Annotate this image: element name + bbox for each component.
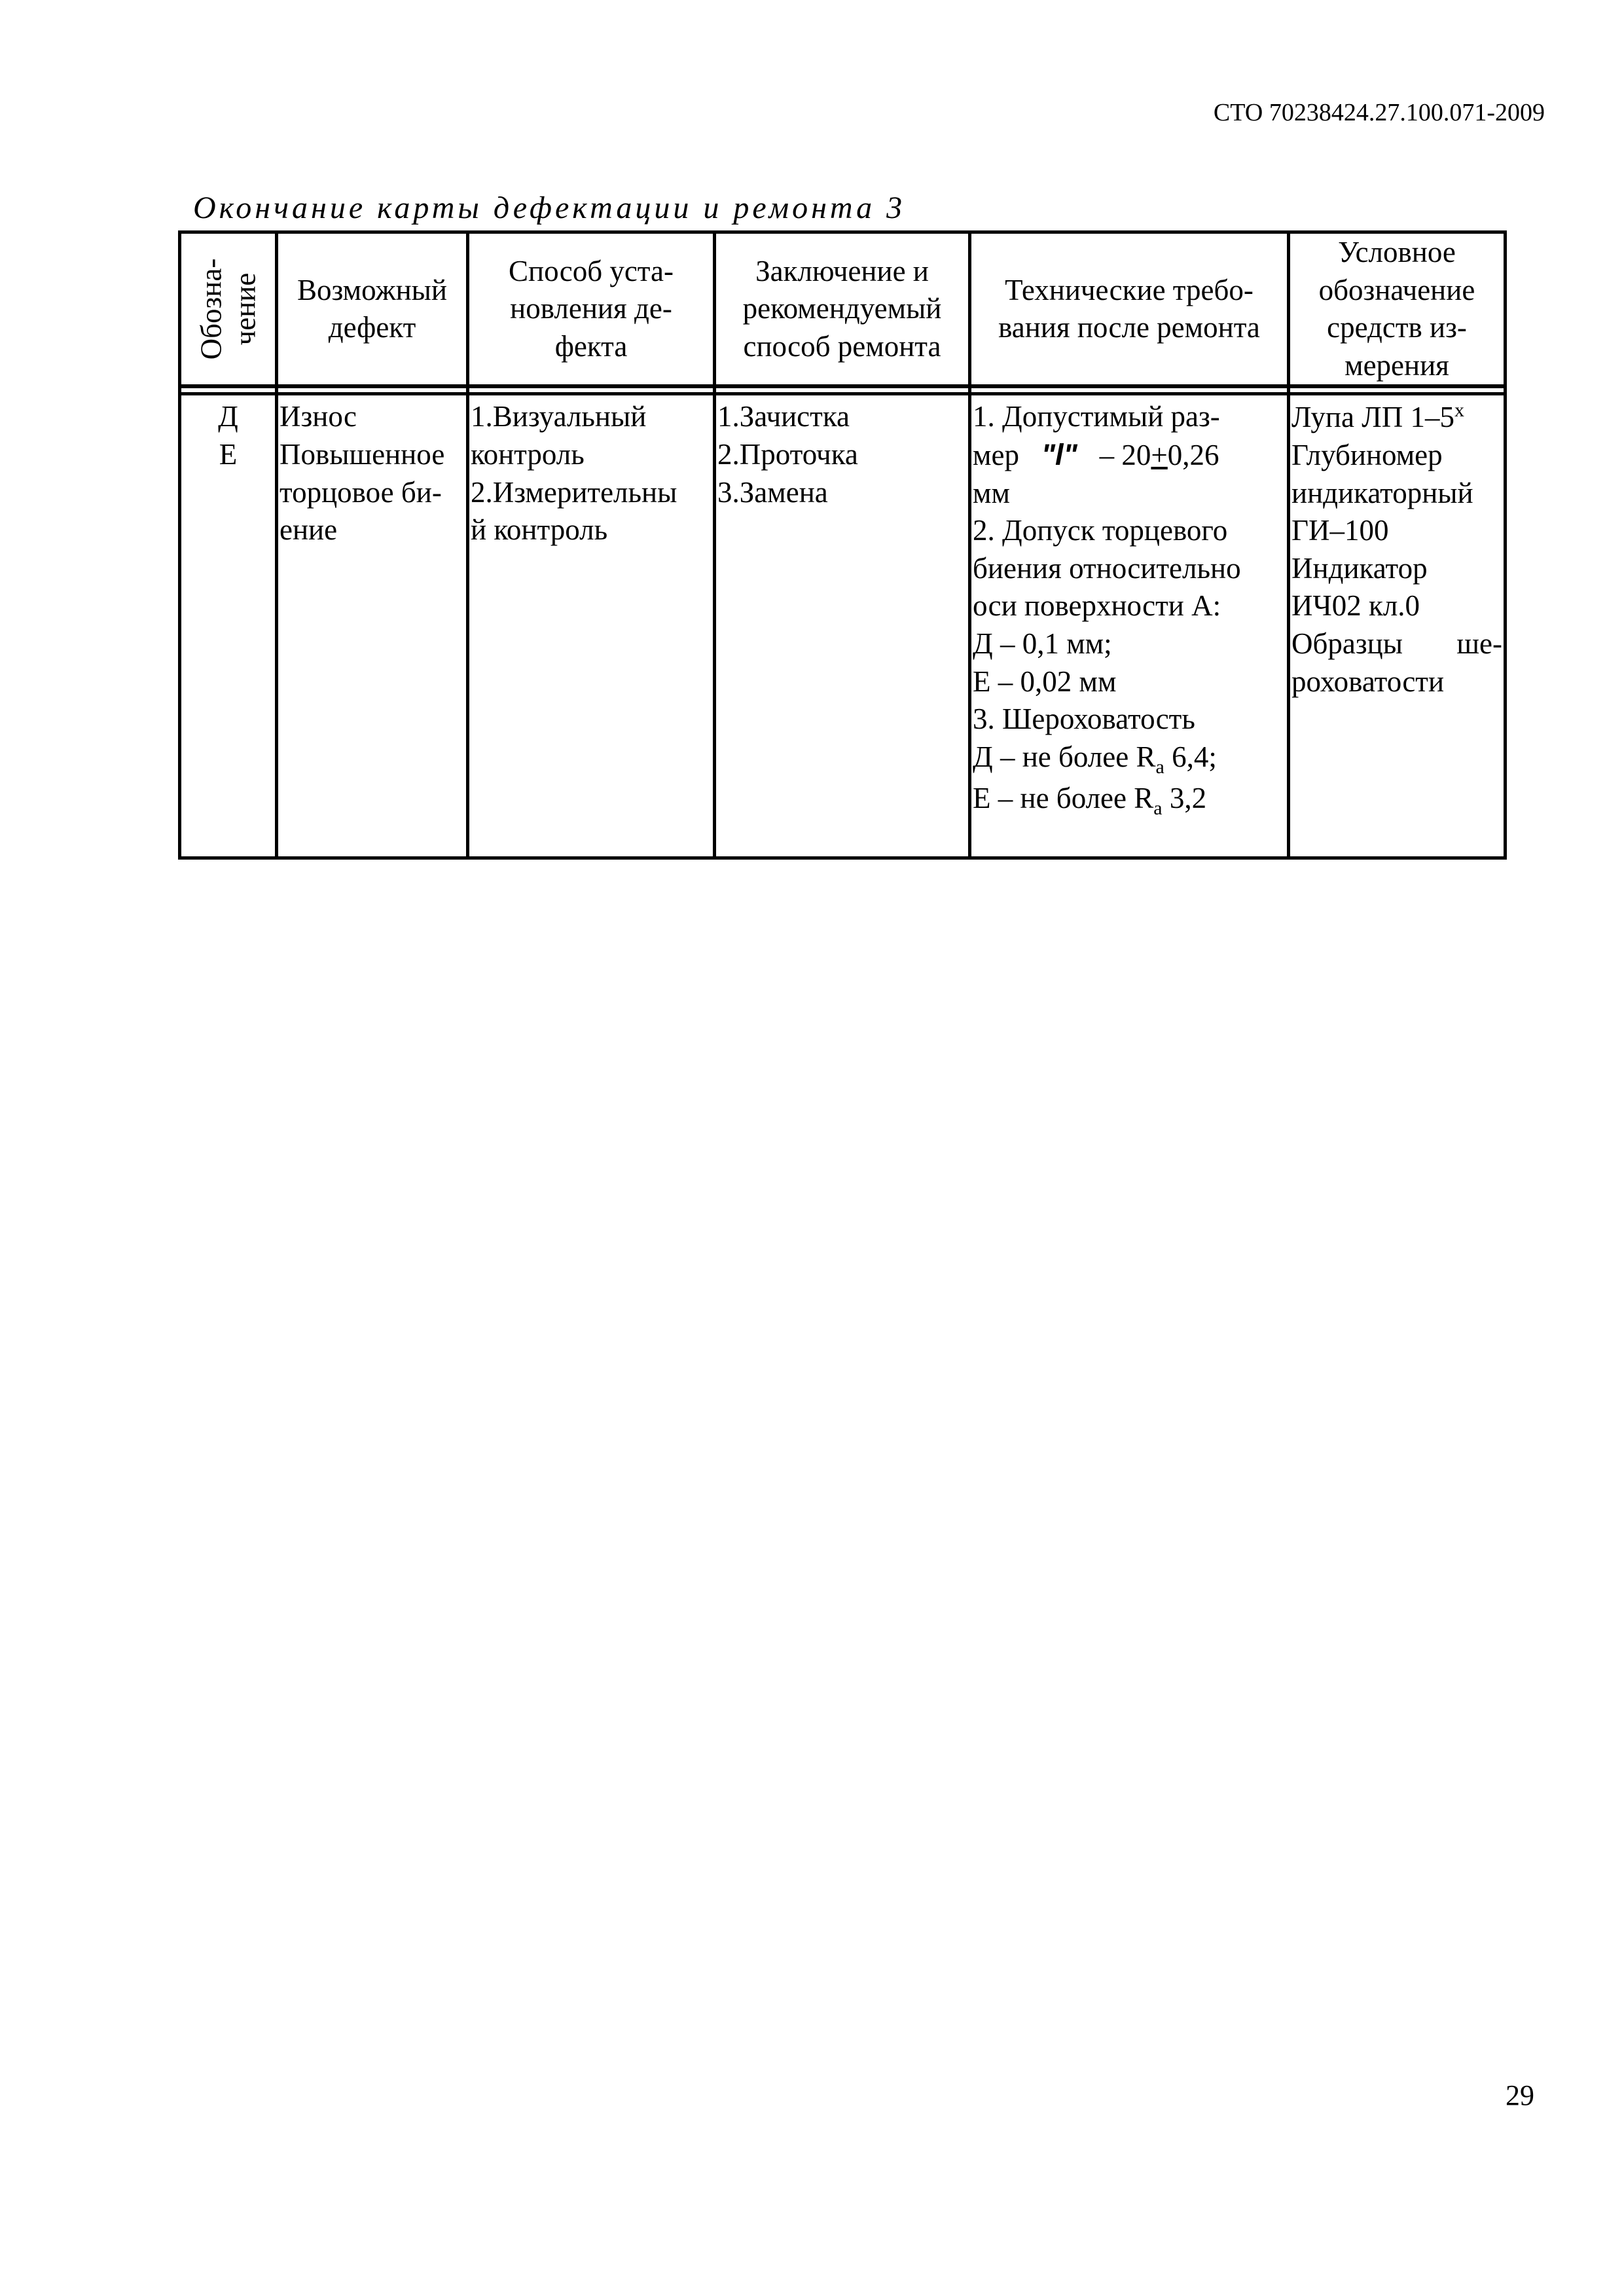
- cell-line: 3.Замена: [717, 475, 828, 509]
- header-instruments: [1289, 232, 1506, 387]
- cell-line: й контроль: [471, 513, 608, 547]
- header-separator-row: [180, 386, 1506, 394]
- header-line: Технические требо-: [1005, 273, 1254, 306]
- header-line: Способ уста-: [509, 254, 674, 287]
- cell-line-size: [973, 436, 1286, 475]
- header-designation: [180, 232, 277, 387]
- header-line: Условное: [1338, 236, 1456, 268]
- size-value: – 20: [1099, 438, 1151, 471]
- cell-designation: [180, 394, 277, 858]
- cell-detection-method: [468, 394, 715, 858]
- header-line: Возможный: [297, 273, 447, 306]
- cell-defect: [277, 394, 468, 858]
- header-line: рекомендуемый: [742, 292, 942, 325]
- cell-line: индикаторный: [1291, 476, 1473, 509]
- header-line: способ ремонта: [743, 329, 941, 363]
- cell-line-samples: [1291, 625, 1502, 663]
- cell-line: Повышенное: [280, 437, 445, 471]
- header-line: дефект: [328, 311, 416, 344]
- magnifier-superscript: х: [1454, 399, 1464, 422]
- cell-line: Износ: [280, 400, 357, 433]
- cell-line: ГИ–100: [1291, 514, 1389, 547]
- cell-line: Д: [218, 400, 238, 433]
- cell-line: ИЧ02 кл.0: [1291, 589, 1420, 623]
- cell-line: оси поверхности А:: [973, 589, 1221, 623]
- cell-line: Е – 0,02 мм: [973, 665, 1117, 698]
- samples-hyphen-word: ше-: [1456, 627, 1502, 660]
- roughness-value: 6,4;: [1164, 740, 1217, 773]
- cell-line: мм: [973, 476, 1010, 509]
- cell-line: 2.Проточка: [717, 437, 858, 471]
- header-line: фекта: [554, 329, 628, 363]
- header-line: мерения: [1344, 348, 1449, 382]
- header-designation-line: чение: [228, 272, 261, 346]
- roughness-text: Е – не более R: [973, 782, 1154, 815]
- cell-line: биения относительно: [973, 551, 1241, 585]
- header-line: вания после ремонта: [998, 311, 1260, 344]
- cell-line: 2.Измерительны: [471, 475, 677, 509]
- cell-line: контроль: [471, 437, 585, 471]
- page-number: 29: [1506, 2079, 1534, 2111]
- cell-line: торцовое би-: [280, 475, 442, 509]
- cell-line: Е: [219, 437, 238, 471]
- magnifier-text: Лупа ЛП 1–5: [1291, 401, 1454, 434]
- cell-line: Д – 0,1 мм;: [973, 627, 1112, 660]
- header-detection-method: [468, 232, 715, 387]
- header-line: Заключение и: [755, 254, 929, 287]
- header-defect: [277, 232, 468, 387]
- cell-line: 1.Визуальный: [471, 400, 647, 433]
- table-caption: Окончание карты дефектации и ремонта 3: [193, 191, 906, 225]
- samples-word: Образцы: [1291, 627, 1403, 660]
- cell-line: роховатости: [1291, 665, 1445, 698]
- cell-line: 1.Зачистка: [717, 400, 850, 433]
- cell-line-magnifier: [1291, 398, 1502, 437]
- header-line: обозначение: [1318, 273, 1475, 306]
- cell-line: 1. Допустимый раз-: [973, 400, 1220, 433]
- cell-line-roughness-e: [973, 780, 1286, 821]
- header-designation-line: Обозна-: [194, 258, 227, 360]
- cell-repair-method: [715, 394, 970, 858]
- cell-line: Глубиномер: [1291, 438, 1443, 471]
- tolerance-value: 0,26: [1167, 438, 1219, 471]
- size-prefix: мер: [973, 438, 1019, 471]
- header-line: средств из-: [1327, 311, 1467, 344]
- roughness-subscript: a: [1153, 797, 1163, 820]
- defect-repair-table: [178, 230, 1507, 860]
- roughness-value: 3,2: [1162, 782, 1207, 815]
- table-header-row: [180, 232, 1506, 387]
- table-row: [180, 394, 1506, 858]
- header-requirements: [970, 232, 1289, 387]
- cell-line: Индикатор: [1291, 551, 1428, 585]
- plus-minus-sign: +: [1151, 438, 1168, 471]
- cell-line: ение: [280, 513, 338, 547]
- roughness-subscript: a: [1155, 756, 1164, 778]
- cell-instruments: [1289, 394, 1506, 858]
- cell-line-roughness-d: [973, 738, 1286, 780]
- document-code: СТО 70238424.27.100.071-2009: [1213, 99, 1545, 126]
- header-repair-method: [715, 232, 970, 387]
- header-line: новления де-: [510, 292, 672, 325]
- dimension-symbol: "l": [1041, 437, 1077, 471]
- cell-line: 3. Шероховатость: [973, 702, 1195, 736]
- roughness-text: Д – не более R: [973, 740, 1156, 773]
- cell-line: 2. Допуск торцевого: [973, 514, 1228, 547]
- cell-requirements: [970, 394, 1289, 858]
